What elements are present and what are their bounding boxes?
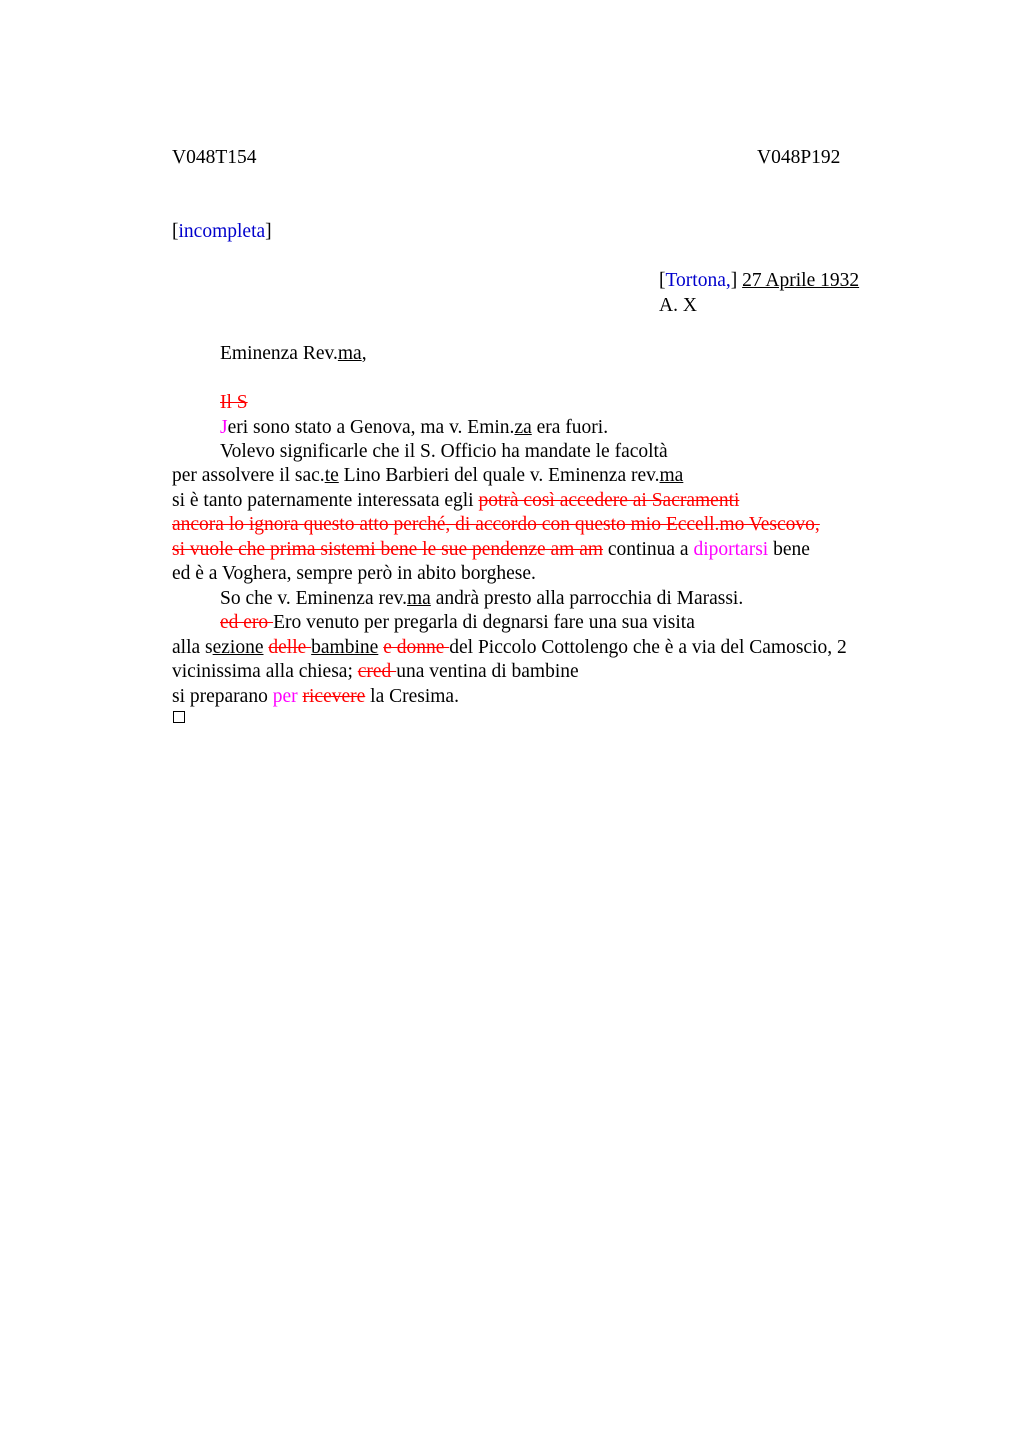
addition: J	[220, 417, 228, 438]
salutation: Eminenza Rev.ma,	[220, 343, 367, 364]
editorial-note: incompleta	[178, 221, 266, 242]
end-marker-box-icon	[173, 711, 185, 723]
status-note	[172, 220, 272, 244]
addition: diportarsi	[693, 539, 769, 560]
text-line: Jeri sono stato a Genova, ma v. Emin.za era fuori.	[220, 417, 609, 438]
document-code-right: V048P192	[757, 147, 841, 168]
abbreviation: ma	[406, 588, 431, 609]
addition: per	[272, 686, 298, 707]
abbreviation: te	[324, 465, 339, 486]
deletion: delle	[268, 637, 312, 658]
deletion: ricevere	[302, 686, 366, 707]
text-line: alla sezione delle bambine e donne del Piccolo Cottolengo che è a via del Camoscio, 2	[172, 637, 847, 658]
document-code-left: V048T154	[172, 147, 257, 168]
text-line: ed ero Ero venuto per pregarla di degnarsi fare una sua visita	[220, 612, 695, 633]
abbreviation: ma	[659, 465, 684, 486]
place-name: Tortona,	[665, 270, 731, 291]
bracket-open: [	[172, 221, 179, 242]
underlined-text: ezione	[212, 637, 264, 658]
deletion: potrà così accedere ai Sacramenti	[478, 490, 740, 511]
bracket-open: [	[659, 270, 666, 291]
abbreviation: za	[514, 417, 532, 438]
deletion: Il S	[220, 392, 248, 413]
text-line: si è tanto paternamente interessata egli potrà così accedere ai Sacramenti	[172, 490, 740, 511]
fascist-era-year: A. X	[659, 295, 697, 316]
deletion: cred	[357, 661, 397, 682]
text-line: si preparano per ricevere la Cresima.	[172, 686, 459, 707]
text-line: per assolvere il sac.te Lino Barbieri del quale v. Eminenza rev.ma	[172, 465, 684, 486]
text-line: vicinissima alla chiesa; cred una ventina di bambine	[172, 661, 579, 682]
underlined-text: bambine	[311, 637, 379, 658]
dateline	[659, 269, 859, 293]
text-line: Volevo significarle che il S. Officio ha mandate le facoltà	[220, 441, 668, 462]
deletion: ancora lo ignora questo atto perché, di accordo con questo mio Eccell.mo Vescovo,	[172, 514, 820, 535]
text-line: ed è a Voghera, sempre però in abito borghese.	[172, 563, 536, 584]
abbreviation: ma	[337, 343, 362, 364]
deletion: e donne	[383, 637, 450, 658]
deleted-line	[220, 391, 248, 415]
bracket-close: ]	[730, 270, 743, 291]
bracket-close: ]	[265, 221, 272, 242]
text-line: So che v. Eminenza rev.ma andrà presto alla parrocchia di Marassi.	[220, 588, 744, 609]
letter-date: 27 Aprile 1932	[742, 270, 860, 291]
deletion: si vuole che prima sistemi bene le sue pendenze am am	[172, 539, 604, 560]
deleted-line	[172, 513, 820, 537]
text-line: si vuole che prima sistemi bene le sue pendenze am am continua a diportarsi bene	[172, 539, 810, 560]
deletion: ed ero	[220, 612, 274, 633]
